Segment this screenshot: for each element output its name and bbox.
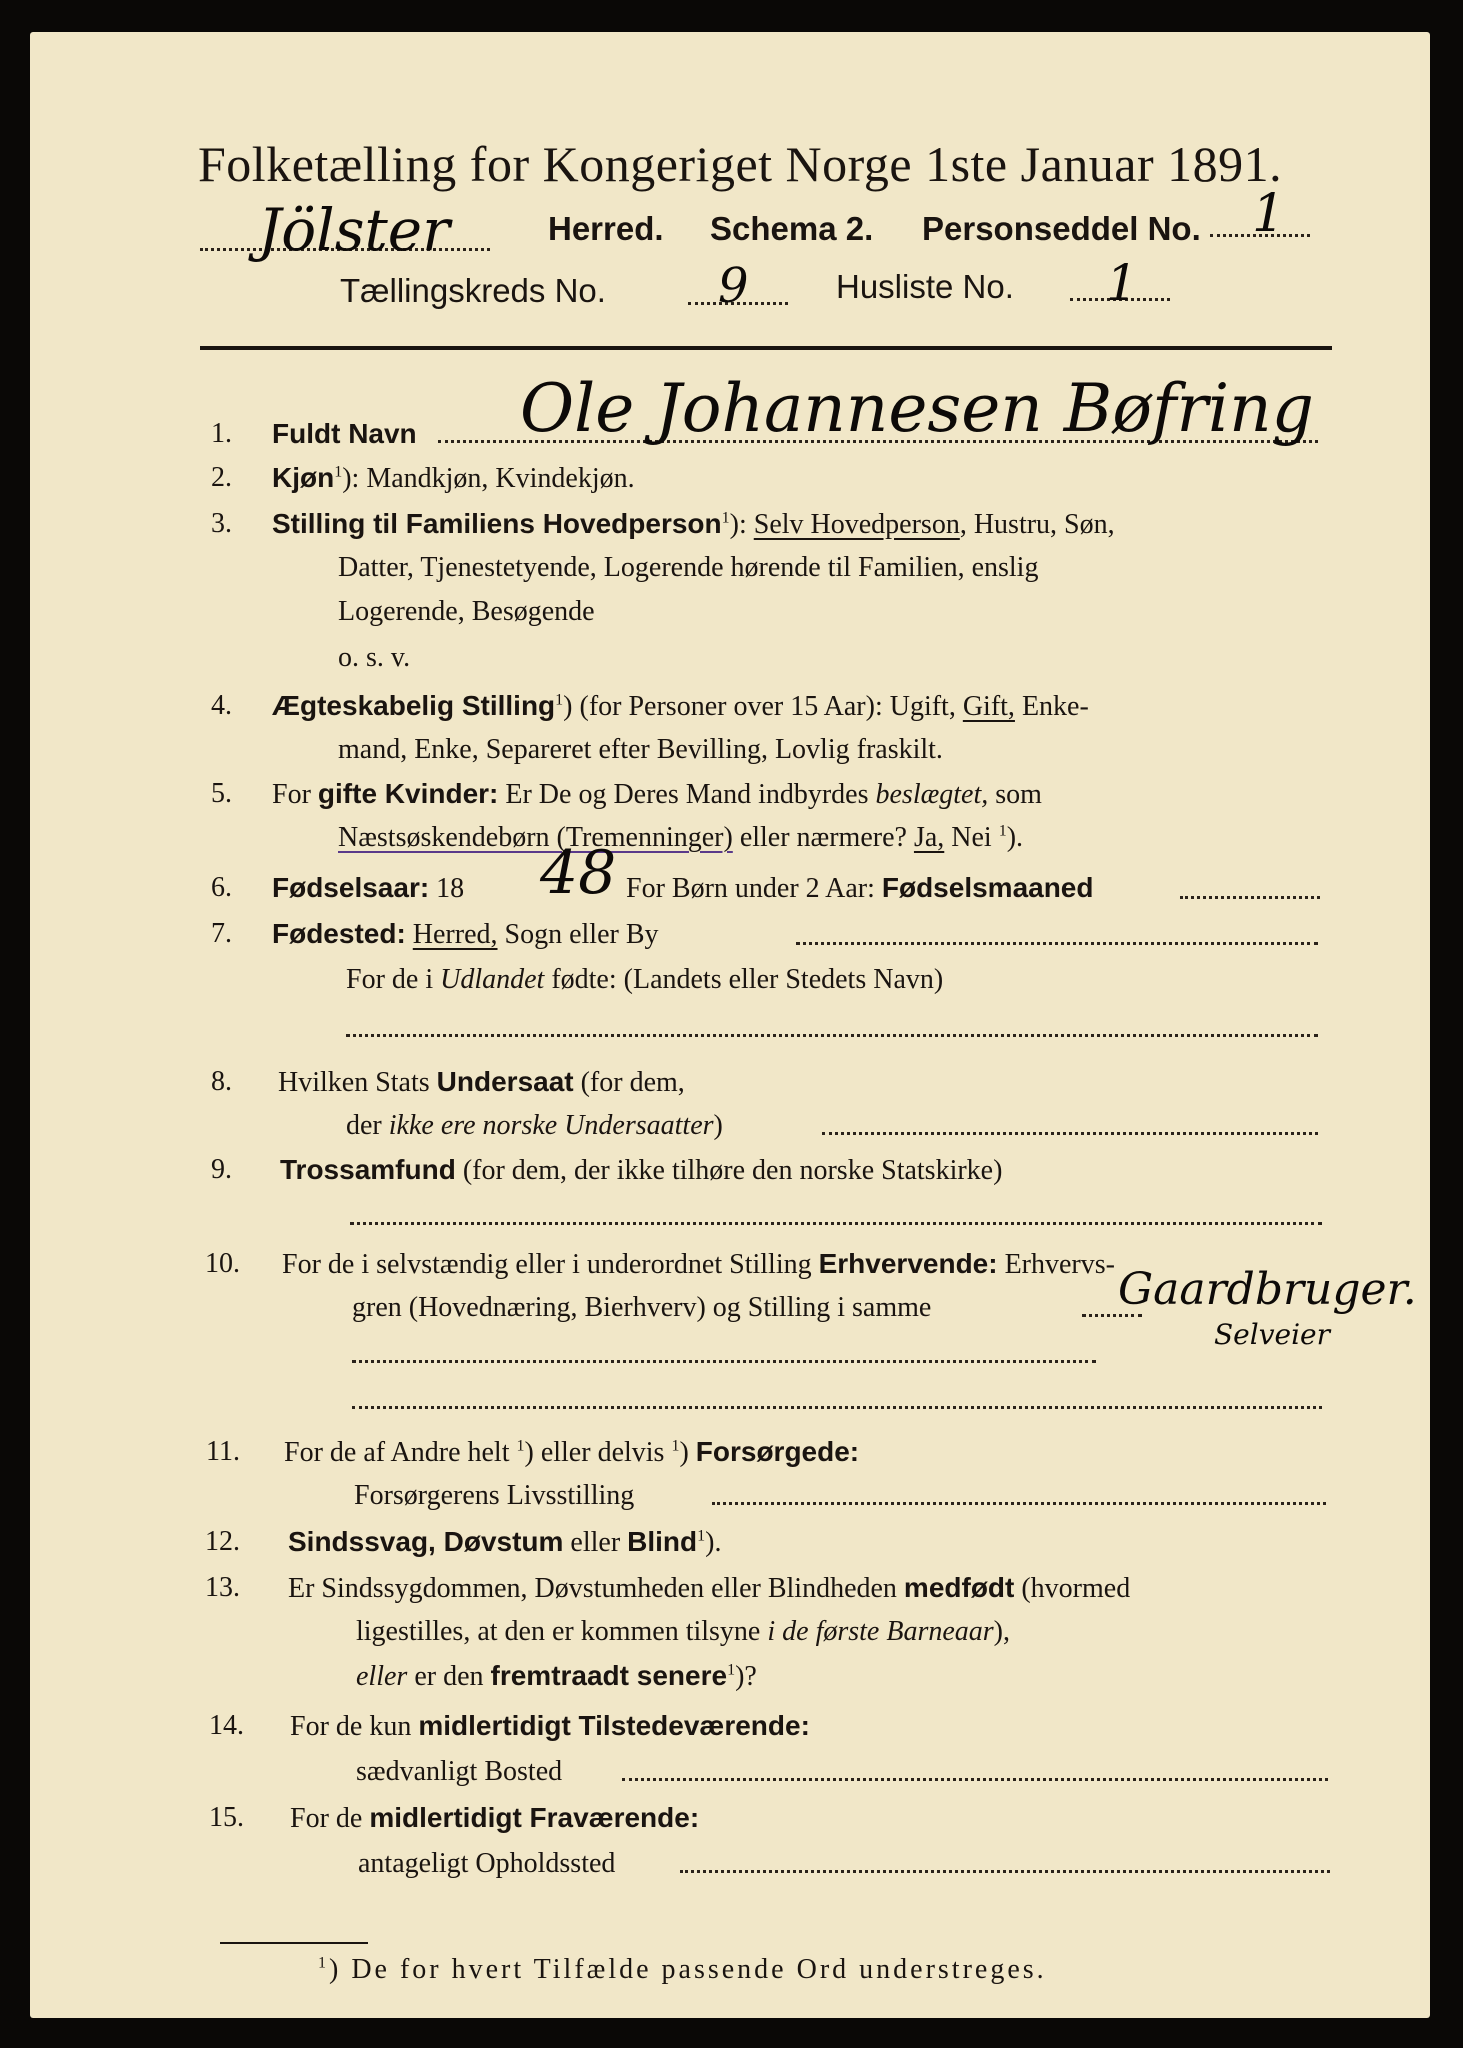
herred-handwritten: Jölster — [258, 196, 450, 264]
q7-label: Fødested: — [272, 918, 406, 949]
q9-dotted-line — [350, 1222, 1322, 1225]
q2-footnote-ref: 1 — [334, 463, 343, 481]
q13-line3-italic: eller — [356, 1661, 408, 1692]
q13-line2-italic: i de første Barneaar — [767, 1616, 994, 1647]
q14-dotted-line — [622, 1778, 1328, 1781]
q7-dotted-line — [796, 942, 1318, 945]
q11-label: Forsørgede: — [695, 1436, 860, 1467]
personseddel-handwritten: 1 — [1252, 184, 1286, 244]
q1-label: Fuldt Navn — [272, 418, 417, 449]
q6-label: Fødselsaar: — [272, 872, 430, 903]
q8-text — [278, 1066, 685, 1099]
q13-line2a: ligestilles, at den er kommen tilsyne — [356, 1616, 768, 1647]
q11-pre: For de af Andre helt — [284, 1437, 517, 1468]
q5-underlined-term: Næstsøskendebørn (Tremenninger) — [338, 822, 733, 853]
husliste-handwritten: 1 — [1106, 254, 1138, 312]
q5-question: Er De og Deres Mand indbyrdes — [498, 779, 876, 810]
q1-full-name-handwritten: Ole Johannesen Bøfring — [520, 370, 1314, 447]
q6-dotted-line — [1180, 896, 1320, 899]
q10-dotted-line-2 — [352, 1360, 1096, 1363]
q5-selected-option: Ja, — [913, 822, 945, 853]
q13-close: )? — [735, 1661, 757, 1692]
q9-label: Trossamfund — [280, 1154, 456, 1185]
q3-colon: ): — [729, 509, 754, 540]
q10-text — [282, 1248, 1115, 1281]
footnote — [318, 1954, 1047, 1986]
q7-line2 — [346, 964, 943, 996]
q6-label2: Fødselsmaaned — [881, 872, 1094, 903]
q2-label: Kjøn — [272, 462, 335, 493]
q13-rest: (hvormed — [1014, 1573, 1131, 1604]
q13-line2b: ), — [993, 1616, 1010, 1647]
q13-line3-bold: fremtraadt senere — [490, 1660, 728, 1691]
q7-rest: Sogn eller By — [497, 919, 659, 950]
q11-number: 11. — [206, 1436, 240, 1467]
q8-line2a: der — [346, 1110, 389, 1141]
q8-rest: (for dem, — [573, 1067, 685, 1098]
q7-dotted-line-2 — [346, 1034, 1318, 1037]
q13-line3 — [356, 1660, 757, 1693]
q5-label: gifte Kvinder: — [317, 778, 499, 809]
schema-label: Schema 2. — [710, 210, 874, 247]
q8-line2b: ) — [713, 1110, 723, 1141]
q6-text — [272, 872, 464, 905]
q3-selected-option: Selv Hovedperson — [753, 509, 960, 540]
q11-footnote-ref-2: 1 — [671, 1437, 680, 1455]
q5-footnote-ref: 1 — [998, 822, 1007, 840]
q8-line2-italic: ikke ere norske Undersaatter — [388, 1110, 714, 1141]
q12-label: Sindssvag, Døvstum — [288, 1526, 564, 1557]
q2-options: ): Mandkjøn, Kvindekjøn. — [342, 463, 635, 494]
herred-label: Herred. — [548, 210, 664, 247]
footnote-text: ) De for hvert Tilfælde passende Ord understreges. — [329, 1954, 1047, 1985]
q4-number: 4. — [211, 690, 232, 721]
q3-options-1: , Hustru, Søn, — [959, 509, 1115, 540]
q3-line3: Logerende, Besøgende — [338, 596, 595, 627]
q13-number: 13. — [205, 1572, 240, 1603]
q11-mid: ) eller delvis — [524, 1437, 672, 1468]
q15-dotted-line — [680, 1870, 1330, 1873]
q5-rest: som — [988, 779, 1042, 810]
q13-footnote-ref: 1 — [727, 1661, 736, 1679]
q4-line2: mand, Enke, Separeret efter Bevilling, Lovlig fraskilt. — [338, 734, 943, 765]
q13-pre: Er Sindssygdommen, Døvstumheden eller Blindheden — [288, 1573, 904, 1604]
q10-number: 10. — [205, 1248, 240, 1279]
footnote-ref: 1 — [318, 1954, 329, 1972]
q10-line2: gren (Hovednæring, Bierhverv) og Stilling i samme — [352, 1292, 932, 1323]
q4-selected-option: Gift, — [962, 691, 1015, 722]
q10-occupation-handwritten-2: Selveier — [1214, 1318, 1331, 1351]
q12-label2: Blind — [627, 1526, 698, 1557]
q13-line2 — [356, 1616, 1010, 1648]
header-divider — [200, 346, 1332, 350]
q15-text — [290, 1802, 699, 1835]
q6-number: 6. — [211, 872, 232, 903]
form-title: Folketælling for Kongeriget Norge 1ste Januar 1891. — [198, 136, 1283, 192]
q6-year-prefix: 18 — [429, 873, 465, 904]
kreds-label: Tællingskreds No. — [340, 272, 606, 309]
q8-number: 8. — [211, 1066, 232, 1097]
q9-text — [280, 1154, 1002, 1187]
q15-pre: For de — [290, 1803, 370, 1834]
q10-rest: Erhvervs- — [997, 1249, 1115, 1280]
q8-pre: Hvilken Stats — [278, 1067, 437, 1098]
q11-line2: Forsørgerens Livsstilling — [354, 1480, 635, 1511]
personseddel-label: Personseddel No. — [922, 210, 1201, 247]
q6-line-rest — [626, 872, 1094, 905]
q3-footnote-ref: 1 — [721, 509, 730, 527]
q10-occupation-handwritten: Gaardbruger. — [1118, 1264, 1417, 1315]
q14-text — [290, 1710, 810, 1743]
q5-text — [272, 778, 1042, 811]
q6-birth-year-handwritten: 48 — [540, 838, 617, 908]
q12-footnote-ref: 1 — [697, 1527, 706, 1545]
q12-text — [288, 1526, 721, 1559]
q5-italic: beslægtet, — [875, 779, 989, 810]
q2-text — [272, 462, 635, 495]
q13-line3a: er den — [407, 1661, 491, 1692]
q8-label: Undersaat — [436, 1066, 574, 1097]
q5-option-nei: Nei — [944, 822, 999, 853]
q4-options: ) (for Personer over 15 Aar): Ugift, — [563, 691, 963, 722]
q14-number: 14. — [209, 1710, 244, 1741]
q10-label: Erhvervende: — [818, 1248, 998, 1279]
q14-label: midlertidigt Tilstedeværende: — [418, 1710, 810, 1741]
q2-number: 2. — [211, 462, 232, 493]
footnote-divider — [220, 1942, 368, 1944]
q7-number: 7. — [211, 918, 232, 949]
q14-pre: For de kun — [290, 1711, 419, 1742]
q6-rest: For Børn under 2 Aar: — [626, 873, 882, 904]
q3-line2: Datter, Tjenestetyende, Logerende hørende til Familien, enslig — [338, 552, 1039, 583]
q7-text — [272, 918, 659, 951]
q12-close: ). — [705, 1527, 722, 1558]
q12-mid: eller — [563, 1527, 628, 1558]
q11-dotted-line — [712, 1502, 1326, 1505]
q13-label: medfødt — [903, 1572, 1015, 1603]
q8-line2 — [346, 1110, 723, 1142]
q4-options-rest: Enke- — [1014, 691, 1089, 722]
q9-rest: (for dem, der ikke tilhøre den norske Statskirke) — [455, 1155, 1003, 1186]
q7-selected-option: Herred, — [412, 919, 498, 950]
q1-number: 1. — [211, 418, 232, 449]
q10-pre: For de i selvstændig eller i underordnet Stilling — [282, 1249, 819, 1280]
q8-dotted-line — [822, 1132, 1318, 1135]
q5-pre: For — [272, 779, 318, 810]
q4-text — [272, 690, 1089, 723]
q15-number: 15. — [209, 1802, 244, 1833]
q5-line2 — [338, 822, 1023, 854]
q3-number: 3. — [211, 508, 232, 539]
q11-footnote-ref: 1 — [516, 1437, 525, 1455]
q7-line2-italic: Udlandet — [440, 964, 545, 995]
q7-line2b: fødte: (Landets eller Stedets Navn) — [544, 964, 944, 995]
q4-footnote-ref: 1 — [555, 691, 564, 709]
q3-text — [272, 508, 1115, 541]
q5-line2-rest: eller nærmere? — [732, 822, 914, 853]
q13-text — [288, 1572, 1130, 1605]
husliste-label: Husliste No. — [836, 268, 1014, 305]
q5-close: ). — [1006, 822, 1024, 853]
q4-label: Ægteskabelig Stilling — [272, 690, 556, 721]
q3-line4: o. s. v. — [338, 642, 411, 673]
kreds-handwritten: 9 — [718, 258, 749, 314]
q9-number: 9. — [211, 1154, 232, 1185]
q15-line2: antageligt Opholdssted — [358, 1848, 616, 1879]
q3-label: Stilling til Familiens Hovedperson — [272, 508, 722, 539]
q15-label: midlertidigt Fraværende: — [369, 1802, 700, 1833]
q5-number: 5. — [211, 778, 232, 809]
q10-dotted-line-3 — [352, 1406, 1322, 1409]
q11-text — [284, 1436, 859, 1469]
q12-number: 12. — [205, 1526, 240, 1557]
q11-mid2: ) — [679, 1437, 696, 1468]
q14-line2: sædvanligt Bosted — [356, 1756, 563, 1787]
q7-line2a: For de i — [346, 964, 441, 995]
